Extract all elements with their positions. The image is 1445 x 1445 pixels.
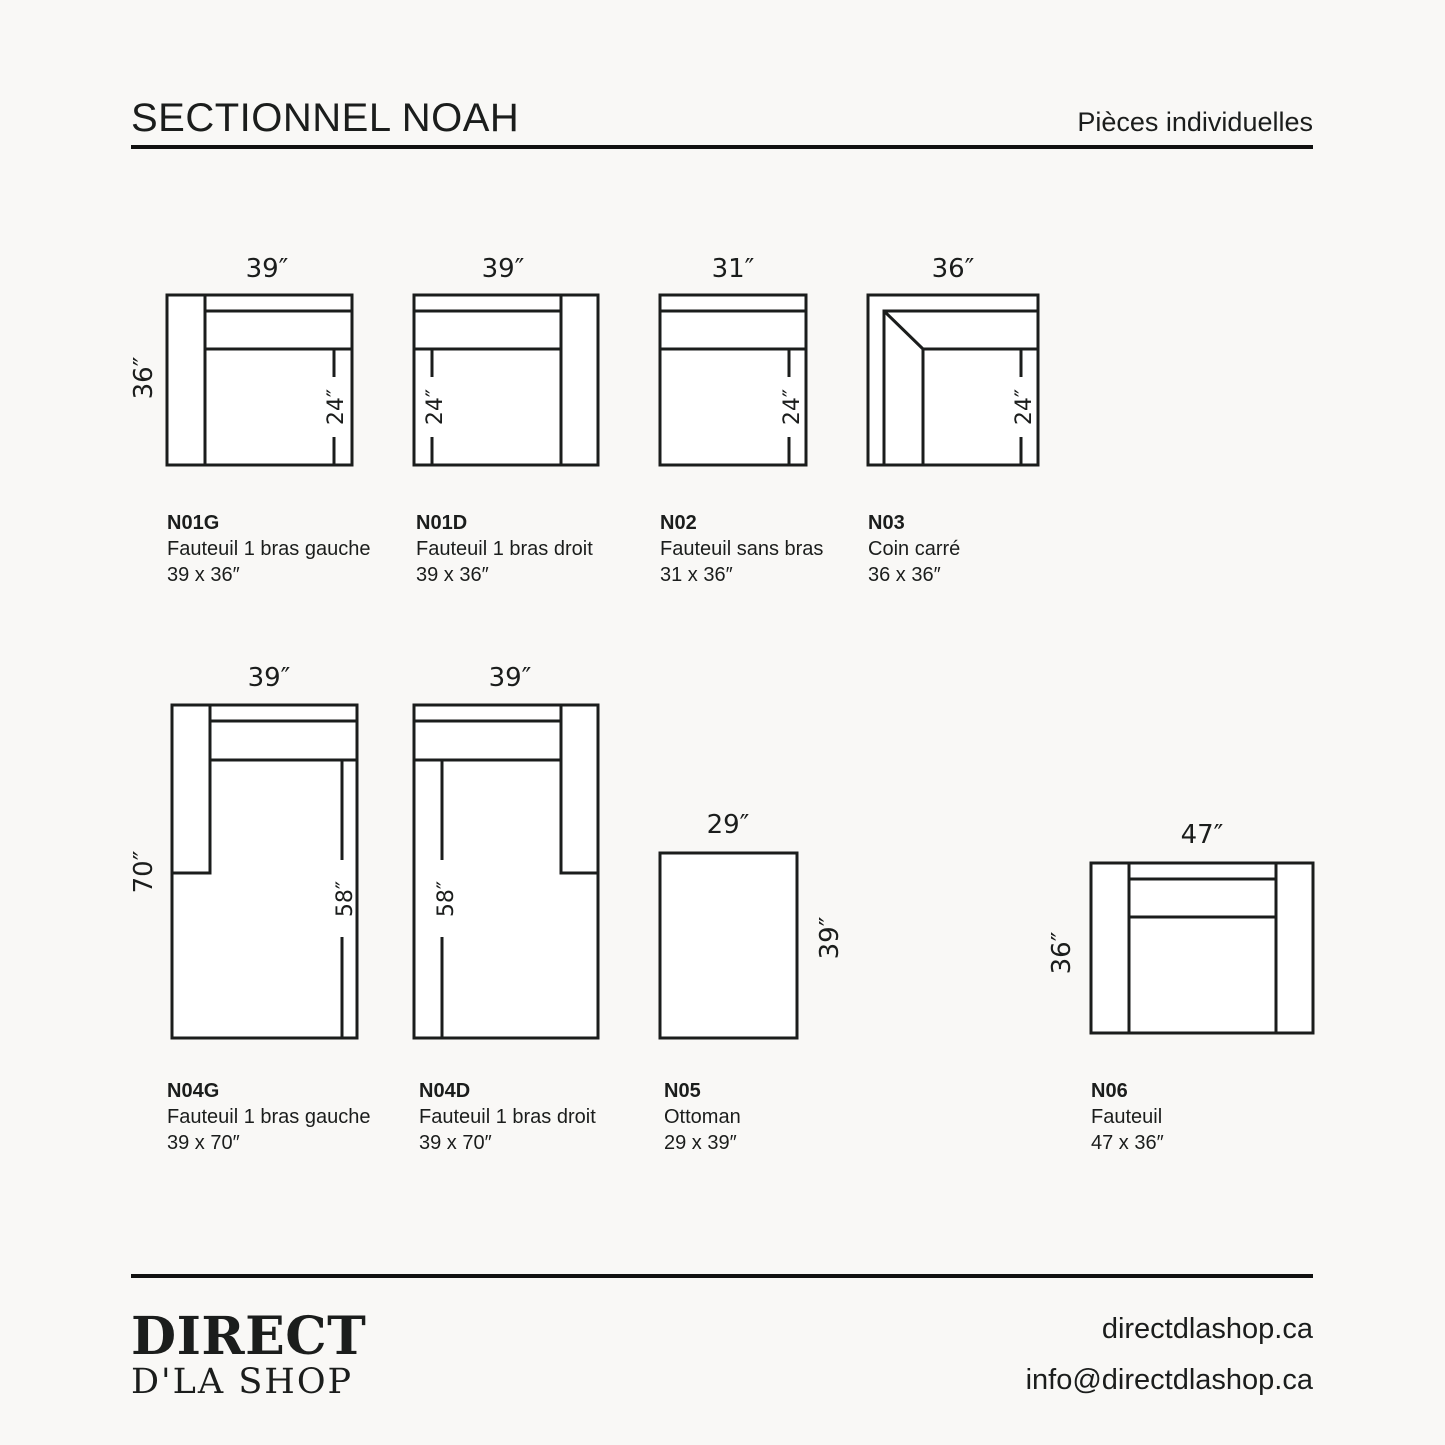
width-dimension: 31″ — [711, 254, 755, 284]
piece-label-n04d — [419, 1078, 596, 1156]
piece-drawing-n03 — [868, 254, 1038, 465]
width-dimension: 39″ — [481, 254, 525, 284]
piece-name: Fauteuil 1 bras gauche — [167, 1106, 371, 1128]
email-link[interactable]: info@directdlashop.ca — [1025, 1364, 1313, 1396]
piece-size: 39 x 36″ — [167, 564, 240, 586]
seat-dimension: 24″ — [780, 388, 805, 426]
piece-label-n03 — [868, 510, 960, 588]
piece-name: Coin carré — [868, 538, 961, 560]
piece-size: 36 x 36″ — [868, 564, 941, 586]
seat-dimension: 24″ — [324, 388, 349, 426]
page-subtitle: Pièces individuelles — [1077, 107, 1313, 137]
logo-line-2: D'LA SHOP — [131, 1362, 354, 1402]
piece-label-n01g — [167, 510, 370, 588]
piece-drawing-n02 — [660, 254, 806, 465]
seat-dimension: 24″ — [423, 388, 448, 426]
piece-size: 31 x 36″ — [660, 564, 733, 586]
piece-code: N05 — [664, 1080, 701, 1102]
piece-name: Fauteuil 1 bras droit — [416, 538, 593, 560]
page-title: SECTIONNEL NOAH — [131, 96, 520, 140]
website-link[interactable]: directdlashop.ca — [1101, 1313, 1313, 1345]
depth-dimension: 70″ — [129, 850, 159, 894]
piece-name: Fauteuil 1 bras droit — [419, 1106, 596, 1128]
piece-size: 39 x 70″ — [419, 1132, 492, 1154]
piece-drawing-n05 — [660, 810, 845, 1038]
piece-name: Fauteuil — [1091, 1106, 1163, 1128]
piece-size: 47 x 36″ — [1091, 1132, 1164, 1154]
piece-code: N01D — [416, 512, 468, 534]
seat-dimension: 24″ — [1012, 388, 1037, 426]
width-dimension: 39″ — [488, 663, 532, 693]
piece-name: Ottoman — [664, 1106, 741, 1128]
depth-dimension: 39″ — [815, 916, 845, 960]
piece-label-n01d — [416, 510, 593, 588]
piece-code: N02 — [660, 512, 697, 534]
piece-drawing-n04d — [414, 663, 598, 1038]
piece-code: N04D — [419, 1080, 471, 1102]
piece-name: Fauteuil sans bras — [660, 538, 824, 560]
piece-code: N01G — [167, 512, 220, 534]
piece-size: 29 x 39″ — [664, 1132, 737, 1154]
depth-dimension: 36″ — [129, 356, 159, 400]
width-dimension: 39″ — [245, 254, 289, 284]
piece-label-n02 — [660, 510, 823, 588]
piece-drawing-n01d — [414, 254, 598, 465]
seat-dimension: 58″ — [434, 880, 459, 918]
piece-drawing-n01g — [129, 254, 352, 465]
piece-code: N03 — [868, 512, 905, 534]
width-dimension: 47″ — [1180, 820, 1224, 850]
footer-divider — [131, 1274, 1313, 1278]
depth-dimension: 36″ — [1047, 931, 1077, 975]
seat-dimension: 58″ — [333, 880, 358, 918]
width-dimension: 29″ — [706, 810, 750, 840]
width-dimension: 36″ — [931, 254, 975, 284]
piece-code: N04G — [167, 1080, 220, 1102]
piece-code: N06 — [1091, 1080, 1128, 1102]
width-dimension: 39″ — [247, 663, 291, 693]
piece-drawing-n04g — [129, 663, 358, 1038]
piece-size: 39 x 70″ — [167, 1132, 240, 1154]
piece-drawing-n06 — [1047, 820, 1313, 1033]
piece-label-n04g — [167, 1078, 370, 1156]
piece-label-n06 — [1091, 1078, 1164, 1156]
logo-line-1: DIRECT — [131, 1306, 367, 1367]
piece-size: 39 x 36″ — [416, 564, 489, 586]
brand-logo — [131, 1306, 367, 1402]
piece-name: Fauteuil 1 bras gauche — [167, 538, 371, 560]
piece-label-n05 — [664, 1078, 741, 1156]
